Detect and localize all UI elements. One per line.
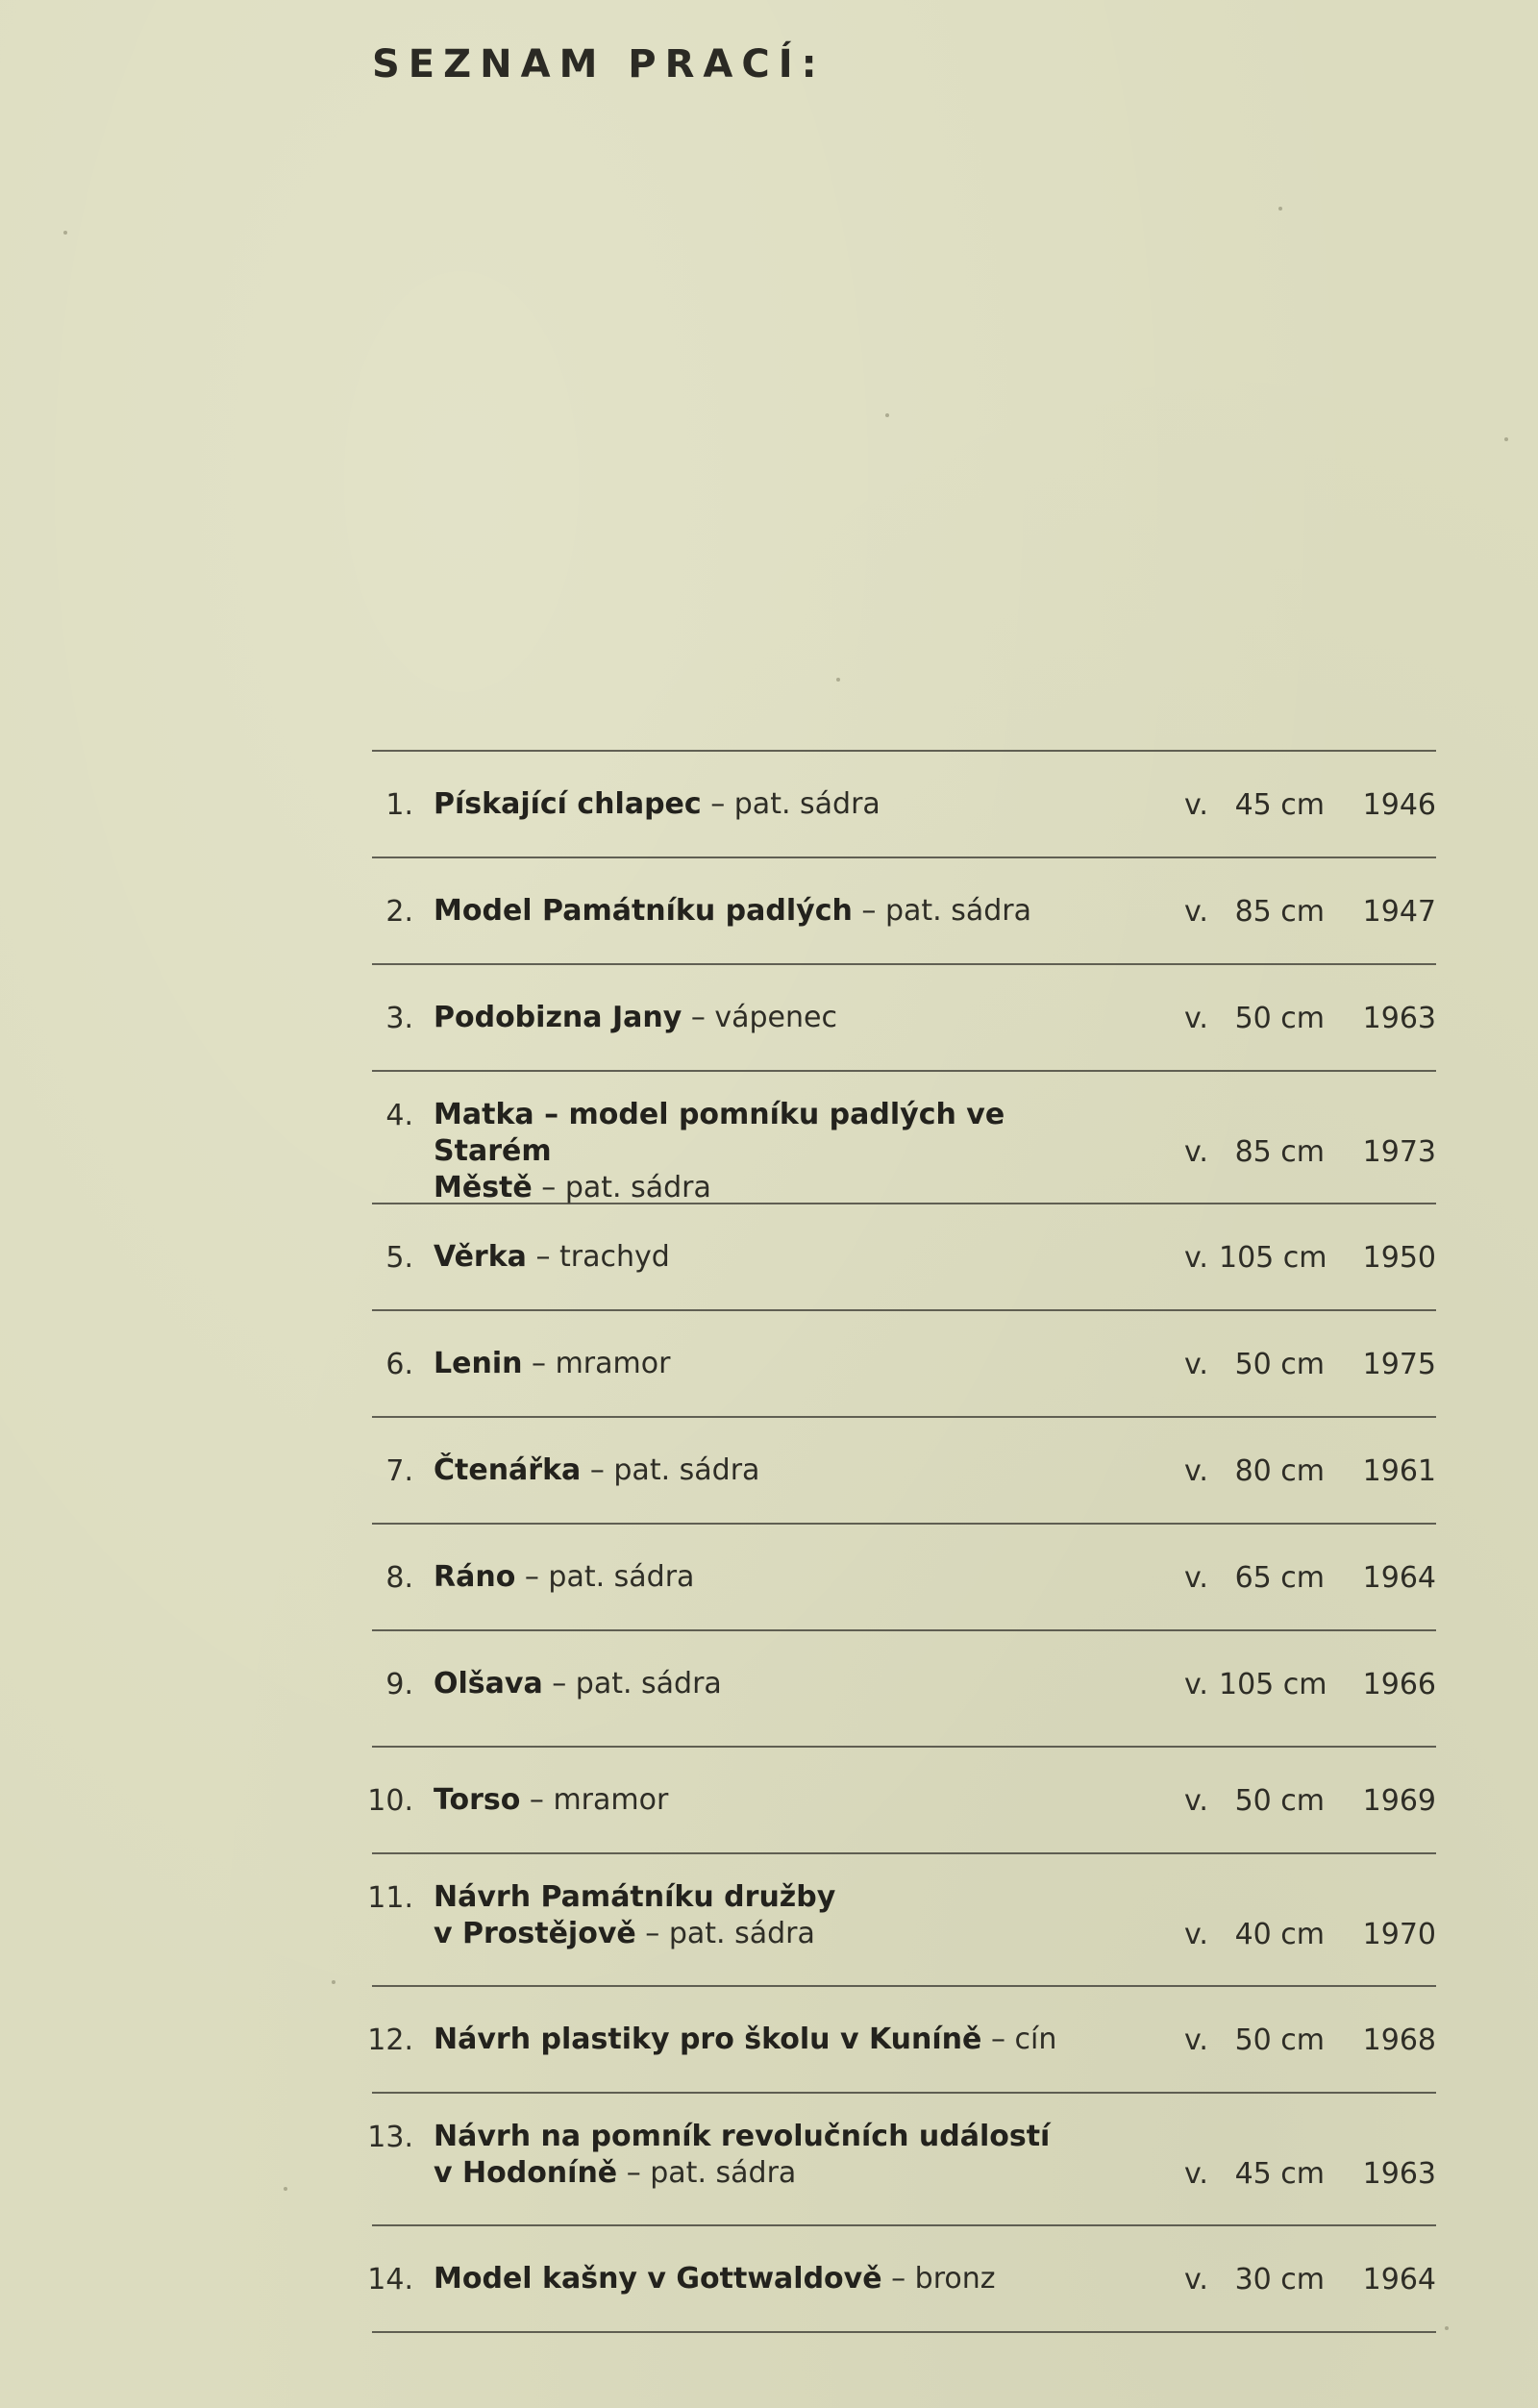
item-title-line1: Návrh na pomník revolučních událostí <box>434 2120 1051 2153</box>
height-prefix: v. <box>1184 2023 1208 2057</box>
height-value: 50 cm <box>1234 1784 1325 1818</box>
list-item <box>367 2226 1436 2333</box>
item-title: Návrh plastiky pro školu v Kuníně <box>434 2023 982 2056</box>
item-height <box>1184 1918 1325 1951</box>
page-title: SEZNAM PRACÍ: <box>372 42 826 87</box>
item-title: Čtenářka <box>434 1453 582 1487</box>
item-title: Torso <box>434 1783 521 1817</box>
item-height <box>1184 1348 1325 1381</box>
height-prefix: v. <box>1184 788 1208 822</box>
list-item <box>372 1072 1436 1204</box>
item-material: pat. sádra <box>564 1171 711 1204</box>
paper-speck <box>284 2187 287 2191</box>
item-title: Pískající chlapec <box>434 787 702 821</box>
item-material: pat. sádra <box>548 1560 695 1594</box>
separator: – <box>891 2262 906 2296</box>
item-description <box>434 1782 1106 1819</box>
height-value: 80 cm <box>1234 1454 1325 1488</box>
item-year: 1961 <box>1362 1454 1436 1488</box>
item-description <box>434 2022 1106 2058</box>
separator: – <box>532 1347 547 1380</box>
height-prefix: v. <box>1184 2263 1208 2296</box>
item-description <box>434 1239 1106 1276</box>
item-description <box>434 1666 1106 1702</box>
item-material: pat. sádra <box>650 2156 797 2190</box>
height-value: 50 cm <box>1234 1348 1325 1381</box>
height-value: 50 cm <box>1234 2023 1325 2057</box>
item-height <box>1184 1561 1325 1595</box>
list-item <box>367 1987 1436 2094</box>
height-value: 30 cm <box>1234 2263 1325 2296</box>
item-number: 10. <box>367 1784 413 1818</box>
separator: – <box>626 2156 641 2190</box>
item-description <box>434 2261 1106 2297</box>
item-height <box>1184 1784 1325 1818</box>
separator: – <box>535 1240 551 1274</box>
item-title-line1: Návrh Památníku družby <box>434 1880 836 1914</box>
list-item <box>372 1311 1436 1418</box>
paper-speck <box>836 678 840 682</box>
height-prefix: v. <box>1184 1561 1208 1595</box>
item-material: bronz <box>914 2262 996 2296</box>
item-description <box>434 1097 1106 1206</box>
paper-speck <box>885 413 889 417</box>
item-title-line2: Městě <box>434 1171 533 1204</box>
paper-speck <box>332 1980 335 1984</box>
item-number: 13. <box>367 2121 413 2154</box>
list-item <box>372 965 1436 1072</box>
item-height <box>1184 1454 1325 1488</box>
item-number: 7. <box>385 1454 413 1488</box>
item-number: 2. <box>385 895 413 929</box>
list-item <box>372 858 1436 965</box>
item-year: 1964 <box>1362 1561 1436 1595</box>
separator: – <box>529 1783 544 1817</box>
item-height <box>1184 1002 1325 1035</box>
item-description <box>434 1346 1106 1382</box>
item-material: pat. sádra <box>613 1453 760 1487</box>
height-prefix: v. <box>1184 1454 1208 1488</box>
item-number: 6. <box>385 1348 413 1381</box>
item-material: vápenec <box>714 1001 837 1034</box>
height-prefix: v. <box>1184 1784 1208 1818</box>
item-height <box>1184 2023 1325 2057</box>
item-year: 1969 <box>1362 1784 1436 1818</box>
item-year: 1973 <box>1362 1135 1436 1169</box>
item-material: cín <box>1014 2023 1057 2056</box>
item-material: pat. sádra <box>884 894 1031 928</box>
separator: – <box>524 1560 539 1594</box>
paper-speck <box>63 231 67 235</box>
item-title: Olšava <box>434 1667 543 1700</box>
item-year: 1963 <box>1362 1002 1436 1035</box>
item-material: pat. sádra <box>733 787 881 821</box>
height-prefix: v. <box>1184 1002 1208 1035</box>
separator: – <box>710 787 726 821</box>
height-prefix: v. <box>1184 1918 1208 1951</box>
item-title: Lenin <box>434 1347 523 1380</box>
item-height <box>1184 2263 1325 2296</box>
height-value: 105 cm <box>1219 1241 1327 1275</box>
item-description <box>434 1000 1106 1036</box>
item-year: 1950 <box>1362 1241 1436 1275</box>
item-height <box>1184 895 1325 929</box>
item-number: 1. <box>385 788 413 822</box>
height-prefix: v. <box>1184 1241 1208 1275</box>
list-item <box>372 1525 1436 1631</box>
paper-speck <box>1445 2326 1449 2330</box>
item-title: Věrka <box>434 1240 527 1274</box>
item-material: trachyd <box>559 1240 670 1274</box>
item-number: 3. <box>385 1002 413 1035</box>
item-year: 1970 <box>1362 1918 1436 1951</box>
item-year: 1964 <box>1362 2263 1436 2296</box>
item-number: 11. <box>367 1881 413 1915</box>
item-title: Podobizna Jany <box>434 1001 682 1034</box>
item-title-line1: Matka – model pomníku padlých ve Starém <box>434 1098 1005 1168</box>
item-height <box>1184 2157 1325 2191</box>
item-description <box>434 786 1106 823</box>
item-height <box>1184 1135 1325 1169</box>
list-item <box>372 1631 1436 1748</box>
item-height <box>1184 788 1325 822</box>
item-height <box>1184 1241 1325 1275</box>
item-year: 1946 <box>1362 788 1436 822</box>
list-item <box>367 1748 1436 1854</box>
height-value: 65 cm <box>1234 1561 1325 1595</box>
item-number: 4. <box>385 1099 413 1132</box>
item-title: Ráno <box>434 1560 516 1594</box>
item-number: 12. <box>367 2023 413 2057</box>
height-value: 50 cm <box>1234 1002 1325 1035</box>
paper-speck <box>1504 437 1508 441</box>
item-material: pat. sádra <box>668 1917 815 1950</box>
height-prefix: v. <box>1184 1668 1208 1701</box>
height-value: 40 cm <box>1234 1918 1325 1951</box>
height-value: 105 cm <box>1219 1668 1327 1701</box>
height-prefix: v. <box>1184 895 1208 929</box>
item-year: 1966 <box>1362 1668 1436 1701</box>
item-number: 8. <box>385 1561 413 1595</box>
separator: – <box>541 1171 557 1204</box>
separator: – <box>645 1917 660 1950</box>
list-item <box>367 1854 1436 1987</box>
item-year: 1975 <box>1362 1348 1436 1381</box>
item-year: 1963 <box>1362 2157 1436 2191</box>
height-prefix: v. <box>1184 1348 1208 1381</box>
separator: – <box>861 894 877 928</box>
item-description <box>434 1879 1106 1952</box>
item-description <box>434 1452 1106 1489</box>
item-material: mramor <box>553 1783 669 1817</box>
item-year: 1947 <box>1362 895 1436 929</box>
item-title-line2: v Hodoníně <box>434 2156 618 2190</box>
item-number: 5. <box>385 1241 413 1275</box>
list-item <box>372 752 1436 858</box>
height-value: 85 cm <box>1234 1135 1325 1169</box>
separator: – <box>690 1001 706 1034</box>
list-item <box>372 1418 1436 1525</box>
item-material: mramor <box>555 1347 671 1380</box>
item-title: Model Památníku padlých <box>434 894 853 928</box>
item-title: Model kašny v Gottwaldově <box>434 2262 882 2296</box>
paper-speck <box>1278 207 1282 211</box>
item-title-line2: v Prostějově <box>434 1917 636 1950</box>
item-description <box>434 893 1106 930</box>
item-number: 9. <box>385 1668 413 1701</box>
item-description <box>434 1559 1106 1596</box>
separator: – <box>589 1453 605 1487</box>
separator: – <box>990 2023 1005 2056</box>
height-prefix: v. <box>1184 1135 1208 1169</box>
list-item <box>367 2094 1436 2226</box>
item-height <box>1184 1668 1325 1701</box>
height-value: 45 cm <box>1234 788 1325 822</box>
separator: – <box>552 1667 567 1700</box>
list-item <box>372 1204 1436 1311</box>
height-value: 45 cm <box>1234 2157 1325 2191</box>
height-prefix: v. <box>1184 2157 1208 2191</box>
item-material: pat. sádra <box>575 1667 722 1700</box>
height-value: 85 cm <box>1234 895 1325 929</box>
item-description <box>434 2119 1106 2192</box>
item-year: 1968 <box>1362 2023 1436 2057</box>
item-number: 14. <box>367 2263 413 2296</box>
works-list <box>367 750 1436 2333</box>
